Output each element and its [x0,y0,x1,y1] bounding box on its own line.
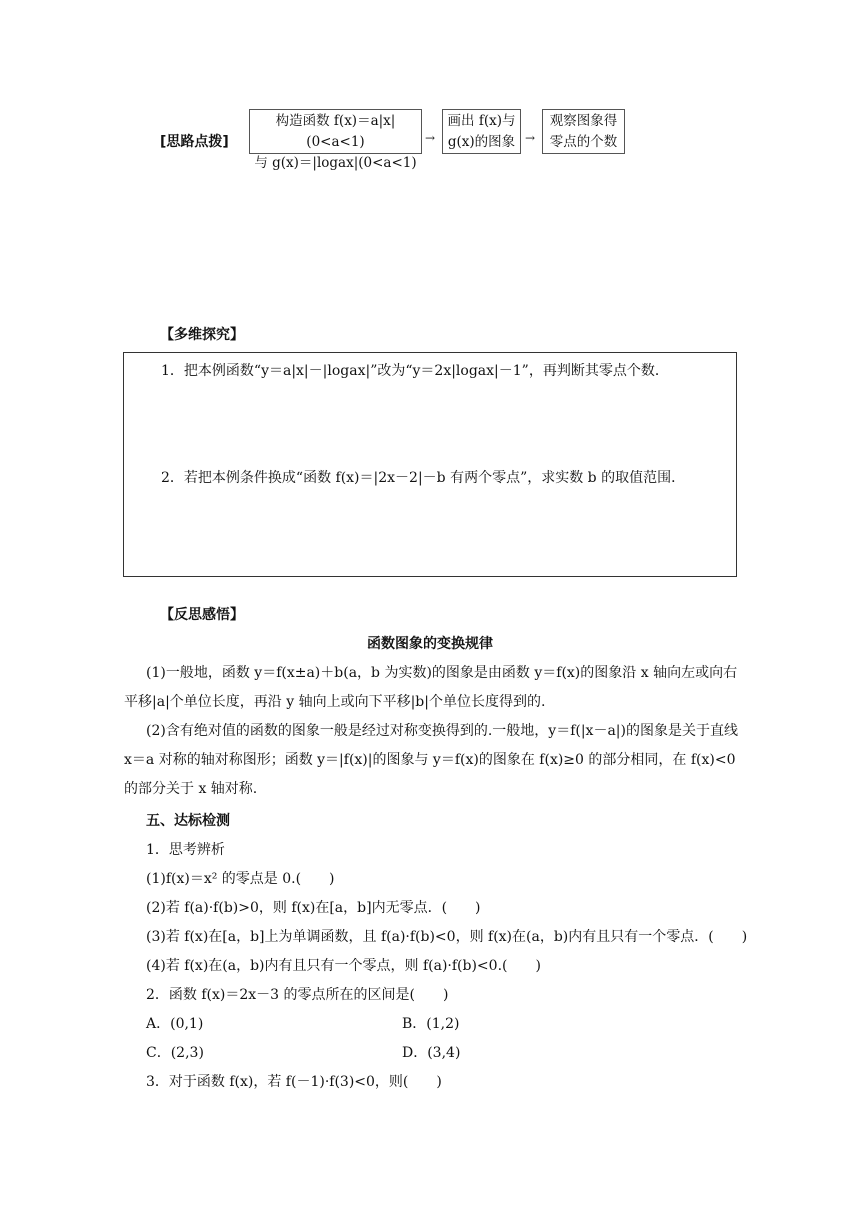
question-1-2: (2)若 f(a)·f(b)>0，则 f(x)在[a，b]内无零点．( ) [146,900,481,916]
question-2-option-c: C．(2,3) [146,1045,204,1061]
arrow-icon: → [425,131,436,145]
question-1: 1．思考辨析 [146,842,225,858]
hint-box-draw-line2: g(x)的图象 [447,134,516,150]
hint-box-observe-line2: 零点的个数 [549,134,618,150]
hint-box-observe-line1: 观察图象得 [549,113,618,129]
question-1-4: (4)若 f(x)在(a，b)内有且只有一个零点，则 f(a)·f(b)<0.( ) [146,958,541,974]
question-2-option-a: A．(0,1) [146,1016,204,1032]
hint-box-construct-line1: 构造函数 f(x)＝a|x|(0<a<1) [275,113,396,150]
section-heading: 五、达标检测 [146,813,230,829]
explore-heading: 【多维探究】 [160,327,244,343]
reflect-paragraph-1: (1)一般地，函数 y＝f(x±a)＋b(a，b 为实数)的图象是由函数 y＝f(x)的图象沿 x 轴向左或向右平移|a|个单位长度，再沿 y 轴向上或向下平移|b|个单位长度得到的. [124,665,738,710]
hint-box-construct [249,109,422,171]
question-3: 3．对于函数 f(x)，若 f(－1)·f(3)<0，则( ) [146,1074,442,1090]
hint-box-draw-line1: 画出 f(x)与 [447,113,516,129]
question-2: 2．函数 f(x)＝2x－3 的零点所在的区间是( ) [146,987,449,1003]
question-1-1: (1)f(x)＝x² 的零点是 0.( ) [146,871,335,887]
question-2-option-b: B．(1,2) [402,1016,460,1032]
explore-item-2: 2．若把本例条件换成“函数 f(x)＝|2x－2|－b 有两个零点”，求实数 b 的取值范围． [161,470,686,486]
reflect-heading: 【反思感悟】 [160,607,244,623]
hint-box-construct-line2: 与 g(x)＝|logax|(0<a<1) [254,155,417,171]
arrow-icon: → [525,131,536,145]
question-2-option-d: D．(3,4) [402,1045,461,1061]
reflect-title: 函数图象的变换规律 [367,636,493,652]
reflect-paragraph-2: (2)含有绝对值的函数的图象一般是经过对称变换得到的.一般地，y＝f(|x－a|)的图象是关于直线 x＝a 对称的轴对称图形；函数 y＝|f(x)|的图象与 y＝f(x)的图象在 f(x)≥0 的部分相同，在 f(x)<0 的部分关于 x 轴对称. [124,723,738,797]
hint-box-draw [442,109,521,154]
hint-label: [思路点拨] [160,134,229,150]
explore-item-1: 1．把本例函数“y＝a|x|－|logax|”改为“y＝2x|logax|－1”，再判断其零点个数． [161,363,669,379]
hint-box-observe [542,109,625,154]
question-1-3: (3)若 f(x)在[a，b]上为单调函数，且 f(a)·f(b)<0，则 f(x)在(a，b)内有且只有一个零点．( ) [146,929,748,945]
explore-frame [123,352,737,577]
